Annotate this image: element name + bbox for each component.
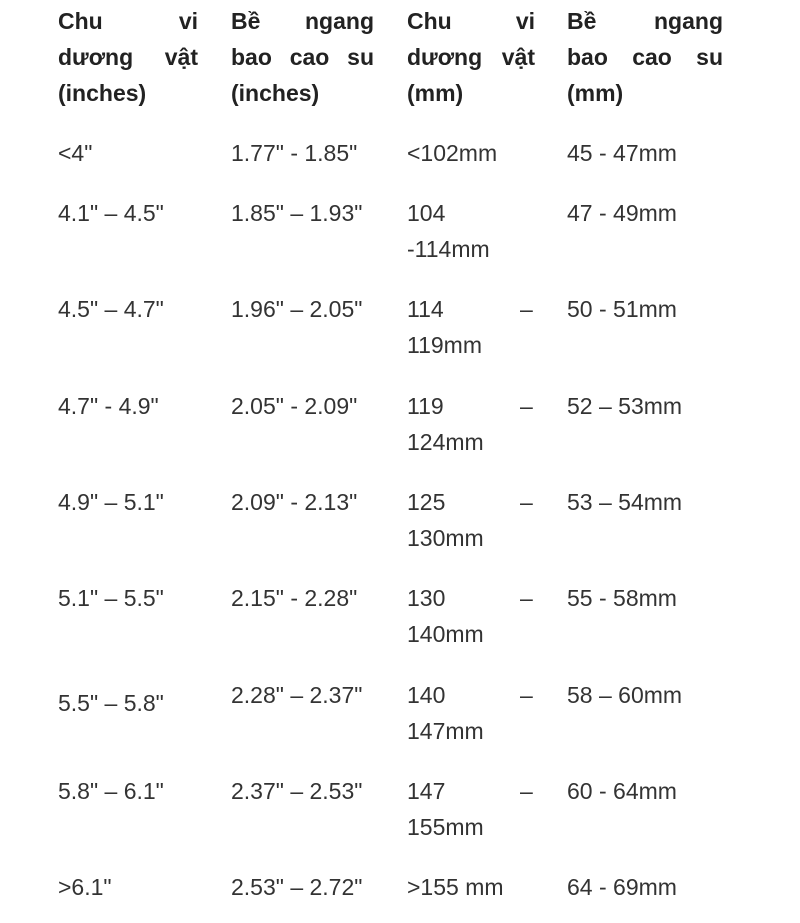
cell-circumference-inches: 4.1" – 4.5" (58, 200, 164, 226)
header-word: Chu (58, 8, 103, 34)
header-word: dương (407, 44, 483, 70)
cell-width-inches: 2.09" - 2.13" (231, 489, 358, 515)
cell-width-inches: 2.05" - 2.09" (231, 393, 358, 419)
cell-circumference-inches: 4.7" - 4.9" (58, 393, 159, 419)
header-col3-line3: (mm) (407, 80, 464, 106)
cell-width-inches: 1.85" – 1.93" (231, 200, 363, 226)
header-word: ngang (654, 8, 723, 34)
header-col2-line1 (231, 3, 374, 39)
cell-circumference-mm-end: 124mm (407, 429, 484, 455)
cell-circumference-mm-end: 155mm (407, 814, 484, 840)
header-word: cao (289, 44, 330, 70)
cell-width-mm: 45 - 47mm (567, 140, 677, 166)
cell-circumference-inches: 5.8" – 6.1" (58, 778, 164, 804)
cell-range-dash: – (520, 778, 533, 804)
cell-width-mm: 47 - 49mm (567, 200, 677, 226)
cell-width-inches: 2.37" – 2.53" (231, 778, 363, 804)
cell-circumference-mm: >155 mm (407, 874, 504, 900)
cell-circumference-mm-start: 147 (407, 778, 446, 804)
cell-circumference-mm-end: -114mm (407, 236, 490, 262)
cell-circumference-inches: 5.1" – 5.5" (58, 585, 164, 611)
header-col2-line2 (231, 39, 374, 75)
header-col1-line1 (58, 3, 198, 39)
cell-circumference-mm-start: 130 (407, 585, 446, 611)
cell-circumference-mm-end: 147mm (407, 718, 484, 744)
cell-range-dash: – (520, 682, 533, 708)
header-word: ngang (305, 8, 374, 34)
cell-width-inches: 1.96" – 2.05" (231, 296, 363, 322)
header-col4-line1 (567, 3, 723, 39)
cell-width-mm: 52 – 53mm (567, 393, 683, 419)
cell-circumference-mm-end: 119mm (407, 332, 482, 358)
cell-circumference-mm: <102mm (407, 140, 498, 166)
cell-width-mm: 58 – 60mm (567, 682, 683, 708)
header-word: dương (58, 44, 134, 70)
header-col1-line3: (inches) (58, 80, 147, 106)
header-col1-line2 (58, 39, 198, 75)
header-word: Bề (231, 8, 261, 34)
cell-width-mm: 50 - 51mm (567, 296, 677, 322)
header-word: Bề (567, 8, 597, 34)
cell-width-mm: 64 - 69mm (567, 874, 677, 900)
header-word: vật (164, 44, 198, 70)
cell-circumference-mm-start: 125 (407, 489, 446, 515)
cell-width-mm: 55 - 58mm (567, 585, 677, 611)
cell-circumference-inches: <4" (58, 140, 93, 166)
cell-circumference-inches: 5.5" – 5.8" (58, 690, 164, 716)
cell-width-inches: 2.15" - 2.28" (231, 585, 358, 611)
cell-circumference-inches: >6.1" (58, 874, 112, 900)
header-col4-line3: (mm) (567, 80, 624, 106)
header-word: su (696, 44, 723, 70)
cell-circumference-inches: 4.9" – 5.1" (58, 489, 164, 515)
cell-width-inches: 1.77" - 1.85" (231, 140, 358, 166)
header-word: vật (501, 44, 535, 70)
header-word: su (347, 44, 374, 70)
header-col3-line1 (407, 3, 535, 39)
header-col3-line2 (407, 39, 535, 75)
header-word: Chu (407, 8, 452, 34)
header-word: bao (567, 44, 608, 70)
cell-width-mm: 60 - 64mm (567, 778, 677, 804)
cell-width-inches: 2.28" – 2.37" (231, 682, 363, 708)
cell-range-dash: – (520, 393, 533, 419)
header-word: vi (178, 8, 198, 34)
cell-circumference-inches: 4.5" – 4.7" (58, 296, 164, 322)
cell-width-mm: 53 – 54mm (567, 489, 683, 515)
cell-circumference-mm-start: 114 (407, 296, 444, 322)
cell-circumference-mm-end: 140mm (407, 621, 484, 647)
cell-circumference-mm-end: 130mm (407, 525, 484, 551)
cell-range-dash: – (520, 585, 533, 611)
header-word: vi (515, 8, 535, 34)
header-col2-line3: (inches) (231, 80, 320, 106)
cell-width-inches: 2.53" – 2.72" (231, 874, 363, 900)
cell-circumference-mm-start: 104 (407, 200, 446, 226)
header-col4-line2 (567, 39, 723, 75)
header-word: bao (231, 44, 272, 70)
cell-circumference-mm-start: 119 (407, 393, 444, 419)
cell-range-dash: – (520, 296, 533, 322)
cell-circumference-mm-start: 140 (407, 682, 446, 708)
cell-range-dash: – (520, 489, 533, 515)
header-word: cao (632, 44, 672, 70)
